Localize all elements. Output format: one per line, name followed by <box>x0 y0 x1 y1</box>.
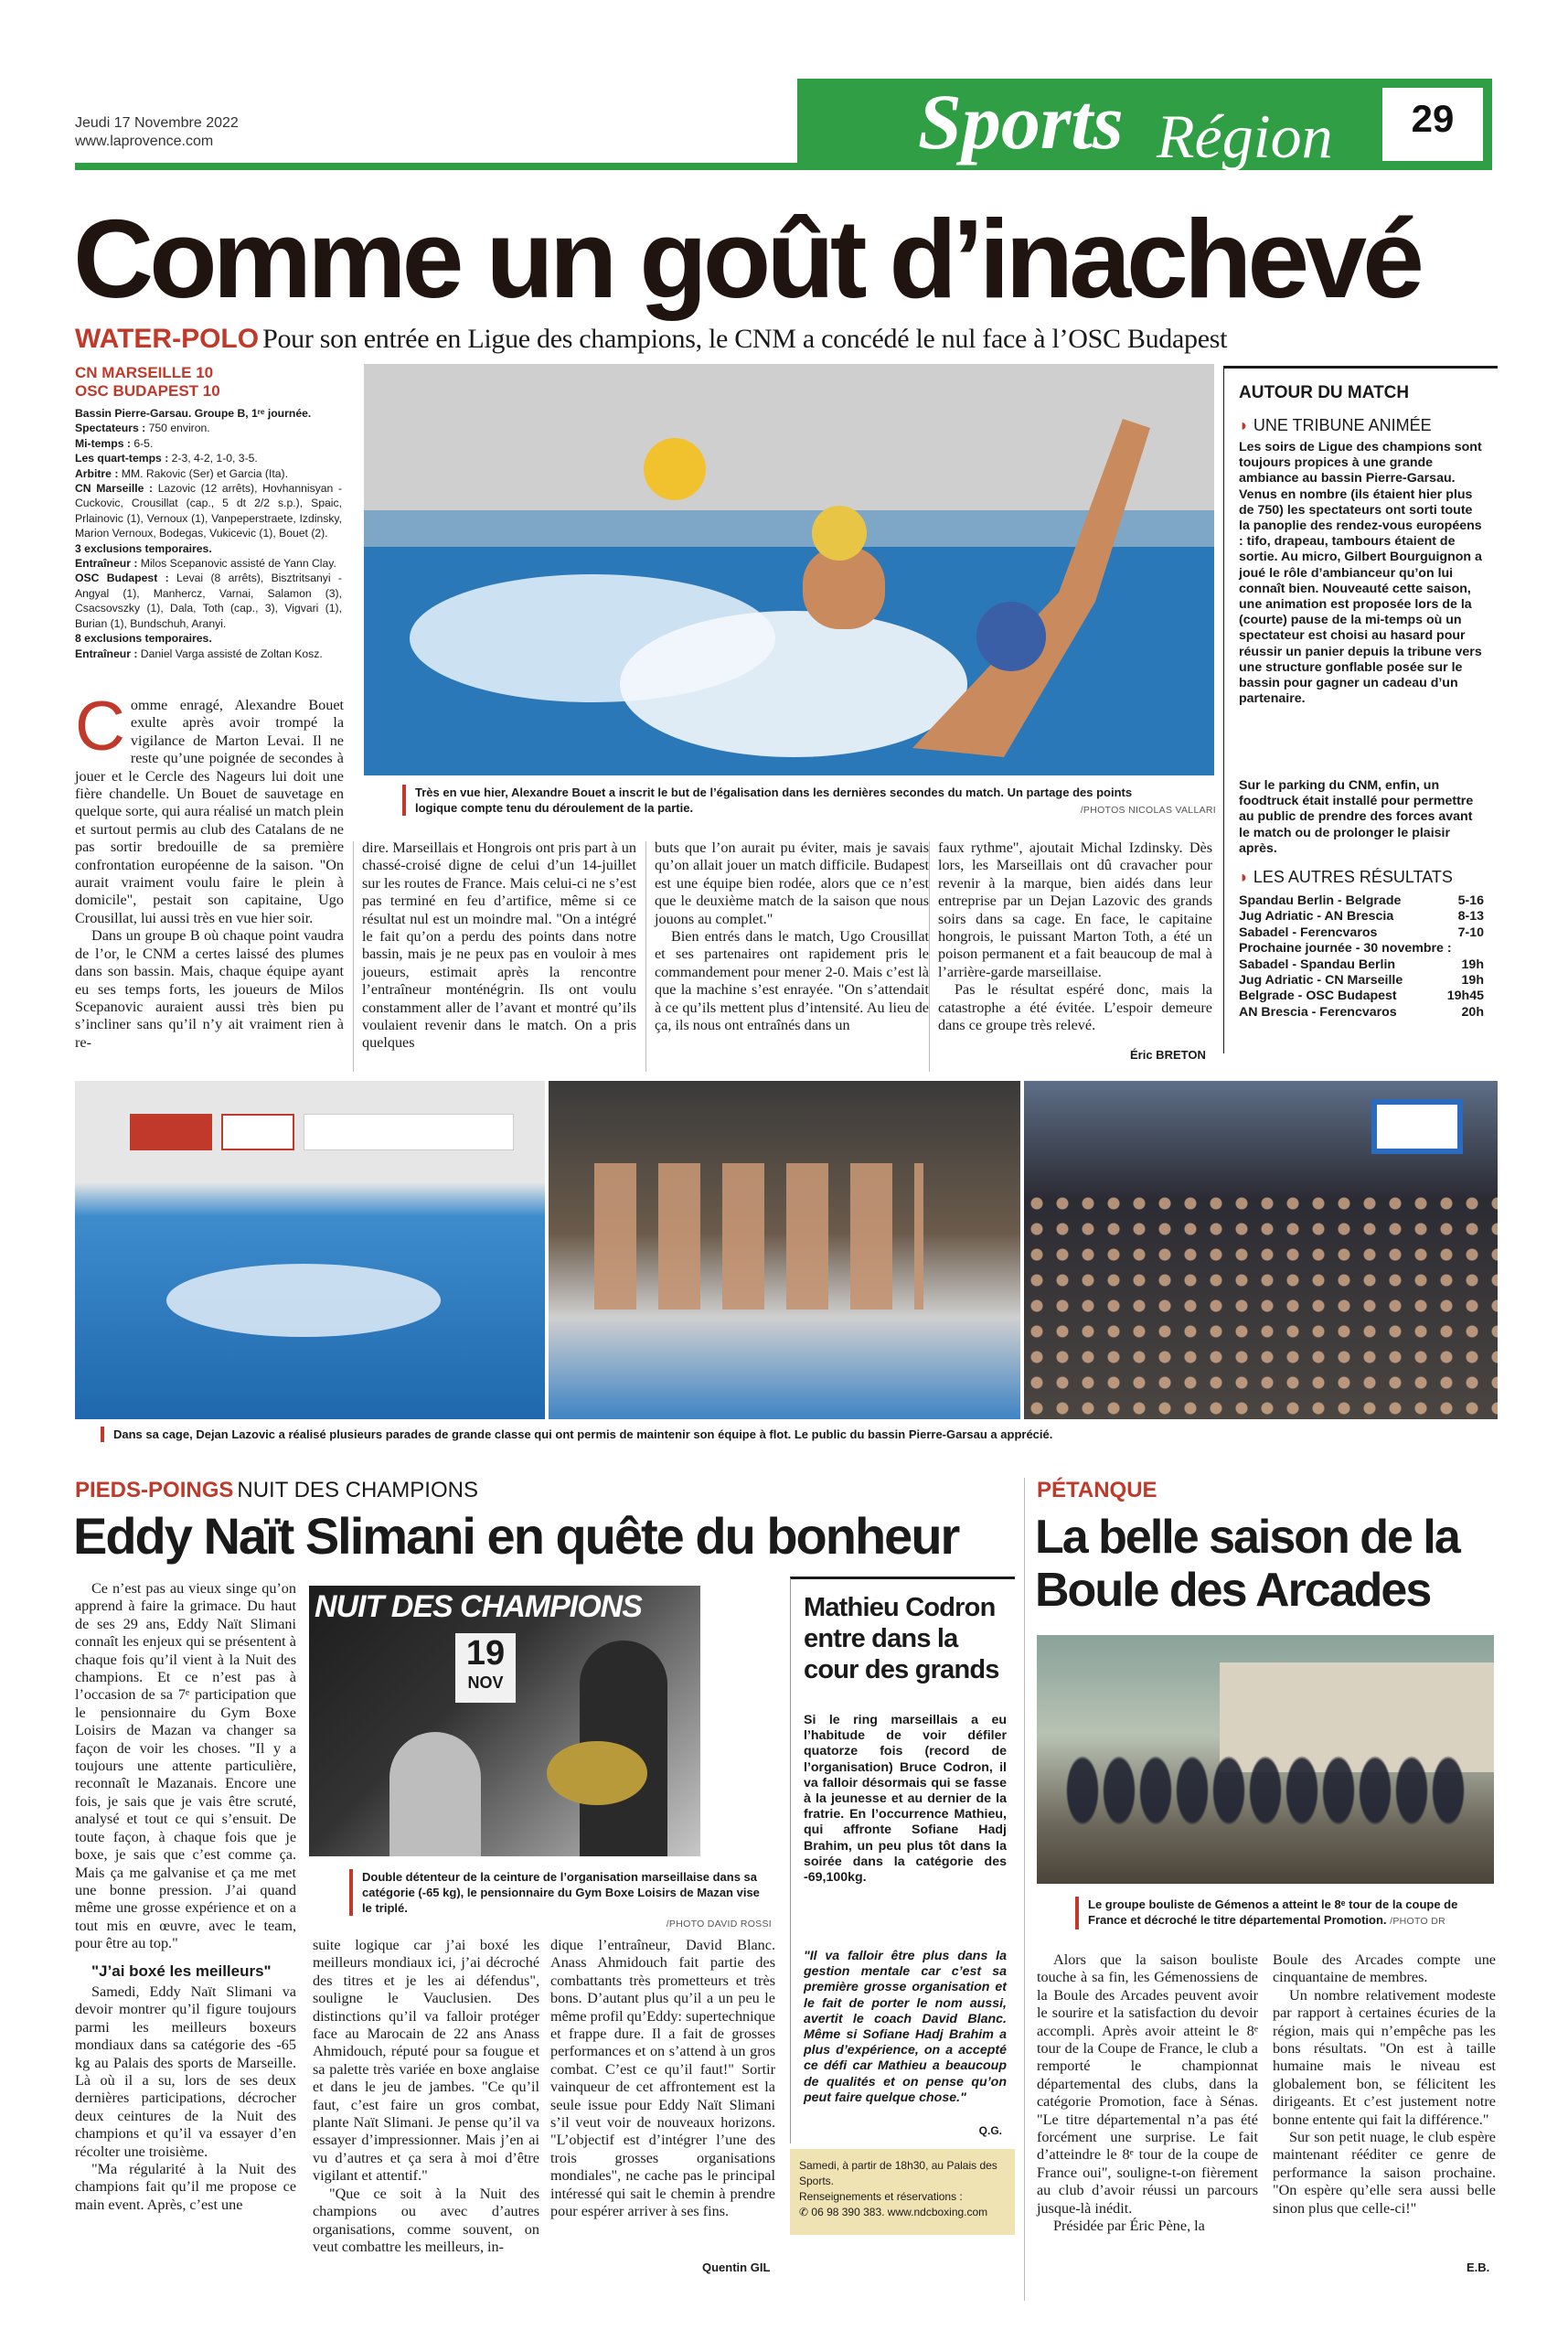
sidebar-title: AUTOUR DU MATCH <box>1239 383 1410 402</box>
lead-kicker: WATER-POLO <box>75 324 260 354</box>
petanque-col2-p1: Boule des Arcades compte une cinquantaine de membres. <box>1273 1951 1496 1986</box>
factsheet-value: Daniel Varga assisté de Zoltan Kosz. <box>137 647 323 660</box>
lead-col-1 <box>75 688 344 1052</box>
factsheet-value: Lazovic (12 arrêts), Hovhannisyan - Cuckovic, Crousillat (cap., 5 dt 2/2 s.p.), Spaic, Prlainovic (1), Vernoux (1), Vanpeperstraete, Izdinsky, Marion Vernoux, Bodegas, Vukicevic (1), Bouet (2). <box>75 482 343 540</box>
result-row <box>1239 1005 1484 1021</box>
page-number: 29 <box>1411 97 1455 140</box>
header-green-rule <box>75 163 797 170</box>
score-home: CN MARSEILLE 10 <box>75 364 214 381</box>
lead-col-2 <box>362 839 636 1053</box>
sidebar-text2: Sur le parking du CNM, enfin, un foodtruck était installé pour permettre au public de prendre des forces avant le match ou de prolonger le plaisir après. <box>1239 778 1474 856</box>
result-score: 5-16 <box>1457 893 1484 908</box>
sidebar-sub2 <box>1239 868 1453 887</box>
lead-col1-p1: omme enragé, Alexandre Bouet exulte après avoir trompé la vigilance de Marton Levai. Il ne reste qu’une poignée de secondes à jouer et le Cercle des Nageurs lui doit une fière chandelle. Un Bouet de sauvetage en quelque sorte, qui aura réalisé un match plein et surtout permis au club des Catalans de ne pas sortir bredouille de sa première confrontation européenne de la saison. "On aurait vraiment voulu faire le plein à domicile", pestait son capitaine, Ugo Crousillat, lui aussi très en vue hier soir. <box>75 697 344 926</box>
lead-col4-p2: Pas le résultat espéré donc, mais la catastrophe a été évitée. L’espoir demeure dans ce groupe très relevé. <box>938 981 1212 1034</box>
event-info-line2: Renseignements et réservations : <box>799 2190 963 2203</box>
lead-col3-p2: Bien entrés dans le match, Ugo Crousillat et ses partenaires ont rapidement pris le commandement pour mener 2-0. Mais c’est là que la machine s’est enrayée. "On s’attendait à ce qu’ils mettent plus d’intensité. Au lieu de ça, ils nous ont entraînés dans un <box>655 928 929 1034</box>
boxing-col3-p1: dique l’entraîneur, David Blanc. Anass Ahmidouch fait partie des combattants très prometteurs et très bons. D’autant plus qu’il a un peu le même profil qu’Eddy: supertechnique et frappe dure. Il a fait de grosses performances et on s’attend à un gros combat. C’est ce qu’il faut!" Sortir vainqueur de cet affrontement est la seule issue pour Eddy Naït Slimani s’il veut voir de nouveaux horizons. "L’objectif est d’intégrer l’une des trois grosses organisations mondiales", ne cache pas le principal intéressé qui sait le chemin à prendre pour espérer arriver à ses fins. <box>550 1937 775 2220</box>
main-photo-credit: /PHOTOS NICOLAS VALLARI <box>1080 805 1216 816</box>
factsheet-line <box>75 421 342 435</box>
belt <box>547 1741 647 1805</box>
triangle-icon: ◗ <box>1239 416 1253 434</box>
splash <box>166 1264 441 1337</box>
result-match: Jug Adriatic - AN Brescia <box>1239 909 1394 925</box>
result-score: 19h <box>1461 957 1484 972</box>
factsheet-value: MM. Rakovic (Ser) et Garcia (Ita). <box>118 466 288 480</box>
sponsor-banner <box>304 1114 514 1150</box>
boxing-col1-p3: "Ma régularité à la Nuit des champions fait qu’il me propose ce main event. Après, c’est une <box>75 2161 296 2213</box>
result-match: Sabadel - Ferencvaros <box>1239 925 1378 940</box>
result-score: 20h <box>1461 1004 1484 1020</box>
boxing-col1-p1: Ce n’est pas au vieux singe qu’on apprend à faire la grimace. Du haut de ses 29 ans, Eddy Naït Slimani connaît les enjeux qui se présentent à chaque fois qu’il vient à la Nuit des champions. Et ce n’est pas à l’occasion de sa 7ᵉ participation que le pensionnaire du Gym Boxe Loisirs de Mazan va changer sa façon de voir les choses. "Il y a toujours une attente particulière, reconnaît le Mazanais. Encore une fois, je sais que je vais être scruté, analysé et tout ce qui s’ensuit. De toute façon, à chaque fois que je boxe, je sais que c’est comme ça. Mais ça me galvanise et ça me met une bonne pression. J’ai quand même une grosse expérience et on a tout mis en œuvre, avec le team, pour être au top." <box>75 1580 296 1952</box>
factsheet-line <box>75 541 342 556</box>
sponsor-banner <box>221 1114 294 1150</box>
water-polo-scene <box>364 364 1214 775</box>
event-info <box>790 2149 1015 2235</box>
sidebar-box <box>1223 366 1498 1053</box>
factsheet-key: 3 exclusions temporaires. <box>75 541 212 555</box>
poster-date-box <box>455 1633 516 1703</box>
boxing-kicker <box>75 1478 478 1503</box>
next-round-title: Prochaine journée - 30 novembre : <box>1239 941 1452 957</box>
boxing-photo-caption-text: Double détenteur de la ceinture de l’organisation marseillaise dans sa catégorie (-65 kg), le pensionnaire du Gym Boxe Loisirs de Mazan vise le triplé. <box>362 1870 760 1915</box>
header-site[interactable]: www.laprovence.com <box>75 134 214 149</box>
factsheet-key: Mi-temps : <box>75 436 131 450</box>
section-sub: Région <box>1157 102 1333 171</box>
poster-title: NUIT DES CHAMPIONS <box>315 1589 642 1624</box>
petanque-col2-p3: Sur son petit nuage, le club espère maintenant rééditer ce genre de performance la saison prochaine. "On espère qu’elle sera aussi belle sinon plus que celle-ci!" <box>1273 2129 1496 2217</box>
lead-col-4 <box>938 839 1212 1034</box>
result-score: 19h45 <box>1446 989 1484 1004</box>
boxing-col1-p2: Samedi, Eddy Naït Slimani va devoir montrer qu’il figure toujours parmi les meilleurs boxeurs mondiaux dans sa catégorie des -65 kg au Palais des sports de Marseille. Là où il a su, lors de ses deux dernières participations, décrocher deux ceintures de la Nuit des champions et qu’il va essayer d’en récolter une troisième. <box>75 1983 296 2160</box>
factsheet-value: 750 environ. <box>145 422 210 435</box>
lead-col1-p2: Dans un groupe B où chaque point vaudra de l’or, le CNM a certes laissé des plumes dans son bassin. Mais, chaque équipe ayant eu ses temps forts, les joueurs de Milos Scepanovic auraient aussi très bien pu s’incliner sans qu’il n’y ait vraiment rien à re- <box>75 927 344 1051</box>
sidebar-sub1 <box>1239 416 1432 435</box>
main-photo-caption-text: Très en vue hier, Alexandre Bouet a inscrit le but de l’égalisation dans les dernières secondes du match. Un partage des points logique compte tenu du déroulement de la partie. <box>415 786 1133 815</box>
boxing-photo-credit: /PHOTO DAVID ROSSI <box>666 1919 772 1929</box>
lead-col3-p1: buts que l’on aurait pu éviter, mais je savais qu’on allait jouer un match difficile. Budapest est une équipe bien rodée, alors que ce n’est que le deuxième match de la saison que nous jouons au complet." <box>655 839 929 927</box>
factsheet-value: 6-5. <box>130 436 154 450</box>
sidebar-results <box>1239 893 1484 1021</box>
dropcap: C <box>75 688 125 765</box>
factsheet-value: 2-3, 4-2, 1-0, 3-5. <box>168 452 258 465</box>
boxing-col1-subhead: "J’ai boxé les meilleurs" <box>91 1962 272 1980</box>
crowd <box>1024 1191 1498 1419</box>
petanque-col-2 <box>1273 1951 1496 2218</box>
codron-title: Mathieu Codron entre dans la cour des grands <box>804 1593 999 1684</box>
players-group <box>594 1163 923 1309</box>
event-info-line3[interactable]: ✆ 06 98 390 383. www.ndcboxing.com <box>799 2206 988 2218</box>
boxing-col2-p1: suite logique car j’ai boxé les meilleurs mondiaux ici, j’ai décroché des titres et je les ai défendus", souligne le Vauclusien. Des distinctions qu’il va falloir protéger face au Marocain de 22 ans Anass Ahmidouch, réputé pour sa fougue et sa palette très variée en boxe anglaise et dans le jeu de jambes. "Ce qu’il faut, c’est faire un gros combat, plante Naït Slimani. Je pense qu’il va essayer d’impressionner. Mais j’en ai vu d’autres et ça sera à moi d’être vigilant et attentif." <box>313 1937 539 2185</box>
factsheet-key: Les quart-temps : <box>75 452 169 465</box>
boxing-kicker-sub: NUIT DES CHAMPIONS <box>237 1478 478 1502</box>
petanque-photo-credit: /PHOTO DR <box>1390 1916 1446 1927</box>
result-row <box>1239 989 1484 1004</box>
result-row <box>1239 973 1484 989</box>
sidebar-text1: Les soirs de Ligue des champions sont toujours propices à une grande ambiance au bassin Pierre-Garsau. Venus en nombre (ils étaient hier plus de 750) les spectateurs ont sorti toute la panoplie des rendez-vous européens : tifo, drapeau, tambours étaient de sortie. Au micro, Gilbert Bourguignon a joué le rôle d’ambianceur qu’on lui connaît bien. Nouveauté cette saison, une animation est proposée lors de la (courte) pause de la mi-temps où un spectateur est choisi au hasard pour réussir un panier depuis la tribune vers une structure gonflable posée sur le bassin pour gagner un cadeau d’un partenaire. <box>1239 440 1482 707</box>
result-row <box>1239 925 1484 941</box>
factsheet-line <box>75 556 342 571</box>
score-away: OSC BUDAPEST 10 <box>75 382 220 400</box>
result-row <box>1239 957 1484 973</box>
event-info-line1: Samedi, à partir de 18h30, au Palais des Sports. <box>799 2159 997 2187</box>
boxing-headline: Eddy Naït Slimani en quête du bonheur <box>73 1507 959 1565</box>
lead-col4-p1: faux rythme", ajoutait Michal Izdinsky. Dès lors, les Marseillais ont dû cravacher pour revenir à la marque, bien aidés dans leur entreprise par un Dejan Lazovic des grands soirs dans sa cage. En face, le capitaine hongrois, le puissant Marton Toth, a été un poison permanent et a fait beaucoup de mal à l’arrière-garde marseillaise. <box>938 839 1212 980</box>
codron-author: Q.G. <box>978 2124 1002 2137</box>
factsheet-line <box>75 481 342 541</box>
factsheet-line <box>75 451 342 465</box>
triangle-icon: ◗ <box>1239 868 1253 886</box>
boxing-kicker-text: PIEDS-POINGS <box>75 1478 234 1502</box>
factsheet-key: Entraîneur : <box>75 557 138 571</box>
strip-caption: Dans sa cage, Dejan Lazovic a réalisé plusieurs parades de grande classe qui ont permis de maintenir son équipe à flot. Le public du bassin Pierre-Garsau a apprécié. <box>101 1427 1198 1442</box>
factsheet-key: OSC Budapest : <box>75 572 169 585</box>
result-row <box>1239 909 1484 925</box>
factsheet-key: 8 exclusions temporaires. <box>75 632 212 646</box>
factsheet-key: Arbitre : <box>75 466 119 480</box>
result-match: AN Brescia - Ferencvaros <box>1239 1004 1397 1020</box>
sponsor-banner <box>130 1114 212 1150</box>
lead-col-3 <box>655 839 929 1034</box>
boxing-photo <box>309 1586 700 1856</box>
factsheet-key: Bassin Pierre-Garsau. Groupe B, 1ʳᵉ journée. <box>75 407 312 420</box>
strip-photo-right <box>1024 1081 1498 1419</box>
factsheet <box>75 406 342 661</box>
boxing-author: Quentin GIL <box>702 2261 771 2274</box>
factsheet-line <box>75 436 342 451</box>
petanque-author: E.B. <box>1467 2261 1490 2274</box>
boxing-col-2 <box>313 1937 539 2256</box>
codron-quote: "Il va falloir être plus dans la gestion mentale car c’est sa première grosse organisation et le fait de porter le nom aussi, avertit le coach David Blanc. Même si Sofiane Hadj Brahim a plus d’expérience, on a accepté ce défi car Mathieu a beaucoup de qualités et on pense qu’on peut faire quelque chose." <box>804 1949 1007 2105</box>
strip-photo-middle <box>549 1081 1020 1419</box>
petanque-photo-caption-text: Le groupe bouliste de Gémenos a atteint le 8ᵉ tour de la coupe de France et décroché le titre départemental Promotion. <box>1088 1897 1458 1927</box>
flag <box>1371 1099 1463 1154</box>
factsheet-value: Levai (8 arrêts), Bisztritsanyi - Angyal (1), Manhercz, Varnai, Salamon (3), Csacsovszky (1), Dala, Toth (cap., 3), Vigvari (1), Burian (1), Bundschuh, Aranyi. <box>75 572 342 630</box>
petanque-col1-p2: Présidée par Éric Pène, la <box>1053 2218 1205 2235</box>
section-banner <box>797 79 1492 170</box>
factsheet-key: CN Marseille : <box>75 482 154 496</box>
lead-author: Éric BRETON <box>1130 1048 1206 1062</box>
factsheet-value: Milos Scepanovic assisté de Yann Clay. <box>137 557 336 571</box>
sidebar-sub1-text: UNE TRIBUNE ANIMÉE <box>1253 416 1432 434</box>
result-score: 7-10 <box>1457 925 1484 940</box>
boxing-col-3 <box>550 1937 775 2221</box>
main-photo-caption <box>402 785 1216 816</box>
factsheet-line <box>75 647 342 661</box>
result-score: 19h <box>1461 973 1484 989</box>
section-main: Sports <box>918 78 1124 166</box>
result-match: Belgrade - OSC Budapest <box>1239 989 1397 1004</box>
result-row <box>1239 893 1484 909</box>
factsheet-line <box>75 571 342 631</box>
petanque-col-1 <box>1037 1951 1258 2236</box>
factsheet-line <box>75 406 342 421</box>
petanque-headline: La belle saison de la Boule des Arcades <box>1035 1511 1459 1617</box>
petanque-photo-caption <box>1075 1897 1496 1929</box>
team-group <box>1064 1736 1467 1845</box>
result-match: Sabadel - Spandau Berlin <box>1239 957 1396 972</box>
header-date: Jeudi 17 Novembre 2022 <box>75 115 239 131</box>
lead-subhead-text: Pour son entrée en Ligue des champions, le CNM a concédé le nul face à l’OSC Budapest <box>262 324 1228 354</box>
sidebar-sub2-text: LES AUTRES RÉSULTATS <box>1253 868 1453 886</box>
boxing-col2-p2: "Que ce soit à la Nuit des champions ou avec d’autres organisations, comme souvent, on veut combattre les meilleurs, in- <box>313 2185 539 2255</box>
codron-box <box>790 1577 1015 2143</box>
factsheet-line <box>75 631 342 646</box>
boxing-col-1 <box>75 1580 296 2214</box>
petanque-kicker: PÉTANQUE <box>1037 1478 1157 1502</box>
petanque-col2-p2: Un nombre relativement modeste par rapport à certaines écuries de la région, mais qui n’empêche pas les bons résultats. "On est à taille humaine mais le niveau est globalement bon, se félicitent les dirigeants. Et c’est justement notre bonne entente qui fait la différence." <box>1273 1986 1496 2128</box>
strip-photo-left <box>75 1081 545 1419</box>
factsheet-key: Entraîneur : <box>75 647 138 660</box>
result-match: Jug Adriatic - CN Marseille <box>1239 973 1403 989</box>
petanque-photo <box>1037 1635 1494 1884</box>
lead-subhead <box>75 324 1227 355</box>
boxing-photo-caption <box>349 1869 772 1929</box>
factsheet-key: Spectateurs : <box>75 422 146 435</box>
poster-date: 19 <box>465 1634 506 1673</box>
codron-text: Si le ring marseillais a eu l’habitude de voir défiler quatorze fois (record de l’organisation) Bruce Codron, il va falloir désormais qui se fasse à la jeunesse et au dernier de la fratrie. En l’occurrence Mathieu, qui affronte Sofiane Hadj Brahim, un peu plus tôt dans la soirée dans la catégorie des -69,100kg. <box>804 1713 1007 1886</box>
lead-headline: Comme un goût d’inachevé <box>73 197 1420 321</box>
petanque-col1-p1: Alors que la saison bouliste touche à sa fin, les Gémenossiens de la Boule des Arcades peuvent avoir le sourire et la satisfaction du devoir accompli. Après avoir atteint le 8ᵉ tour de la Coupe de France, le club a remporté le championnat départemental des clubs, dans la catégorie Promotion, face à Sénas. "Le titre départemental n’a pas été forcément une surprise. Le fait d’atteindre le 8ᵉ tour de la coupe de France oui", souligne-t-on fièrement au club d’avoir réussi un parcours jusque-là inédit. <box>1037 1951 1258 2217</box>
main-photo <box>364 364 1214 775</box>
factsheet-line <box>75 466 342 481</box>
poster-month: NOV <box>467 1673 504 1692</box>
trainer-figure <box>389 1732 481 1856</box>
result-match: Spandau Berlin - Belgrade <box>1239 893 1402 908</box>
lead-col2-p1: dire. Marseillais et Hongrois ont pris part à un chassé-croisé digne de celui d’un 14-juillet sur les routes de France. Mais celui-ci ne s’est pas terminé en feu d’artifice, même si ce résultat nul est un moindre mal. "On a intégré le fait qu’on a perdu des points dans notre bassin, mais je ne peux pas en vouloir à mes joueurs, estimait après la rencontre l’entraîneur monténégrin. Ils ont voulu constamment aller de l’avant et montré qu’ils voulaient revenir dans le match. On a pris quelques <box>362 839 636 1052</box>
result-score: 8-13 <box>1457 909 1484 925</box>
